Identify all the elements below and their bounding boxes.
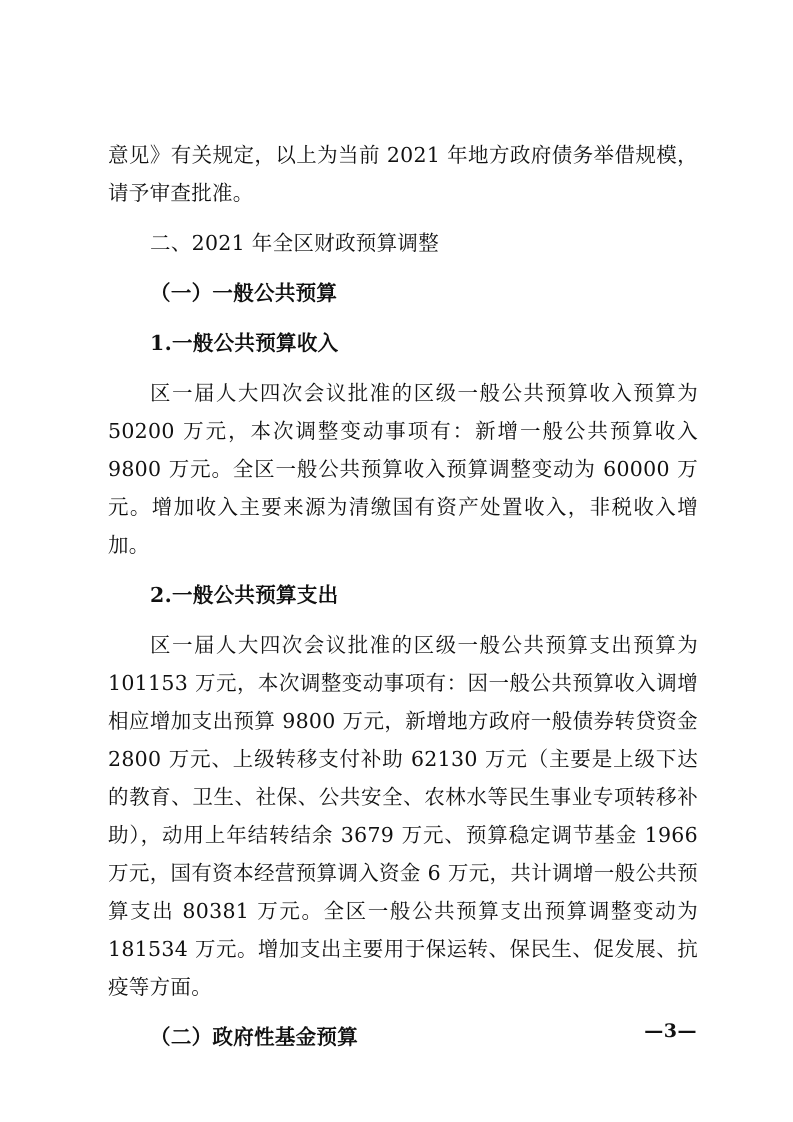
heading-general-budget-revenue: 1.一般公共预算收入 [150, 331, 339, 355]
heading-general-budget-expenditure: 2.一般公共预算支出 [150, 583, 339, 607]
paragraph-continued: 意见》有关规定，以上为当前 2021 年地方政府债务举借规模，请予审查批准。 [108, 143, 698, 205]
document-body [108, 136, 698, 1056]
section-heading-budget-adjustment: 二、2021 年全区财政预算调整 [150, 231, 440, 255]
page-number: —3— [644, 1020, 697, 1042]
paragraph-revenue: 区一届人大四次会议批准的区级一般公共预算收入预算为 50200 万元，本次调整变动事项有：新增一般公共预算收入 9800 万元。全区一般公共预算收入预算调整变动为 60000 万元。增加收入主要来源为清缴国有资产处置收入，非税收入增加。 [108, 381, 698, 557]
paragraph-expenditure: 区一届人大四次会议批准的区级一般公共预算支出预算为 101153 万元，本次调整变动事项有：因一般公共预算收入调增相应增加支出预算 9800 万元，新增地方政府一般债券转贷资金 2800 万元、上级转移支付补助 62130 万元（主要是上级下达的教育、卫生、社保、公共安全、农林水等民生事业专项转移补助），动用上年结转结余 3679 万元、预算稳定调节基金 1966 万元，国有资本经营预算调入资金 6 万元，共计调增一般公共预算支出 80381 万元。全区一般公共预算支出预算调整变动为 181534 万元。增加支出主要用于保运转、保民生、促发展、抗疫等方面。 [108, 633, 698, 999]
subsection-heading-government-fund-budget: （二）政府性基金预算 [150, 1025, 359, 1049]
subsection-heading-general-budget: （一）一般公共预算 [150, 281, 338, 305]
